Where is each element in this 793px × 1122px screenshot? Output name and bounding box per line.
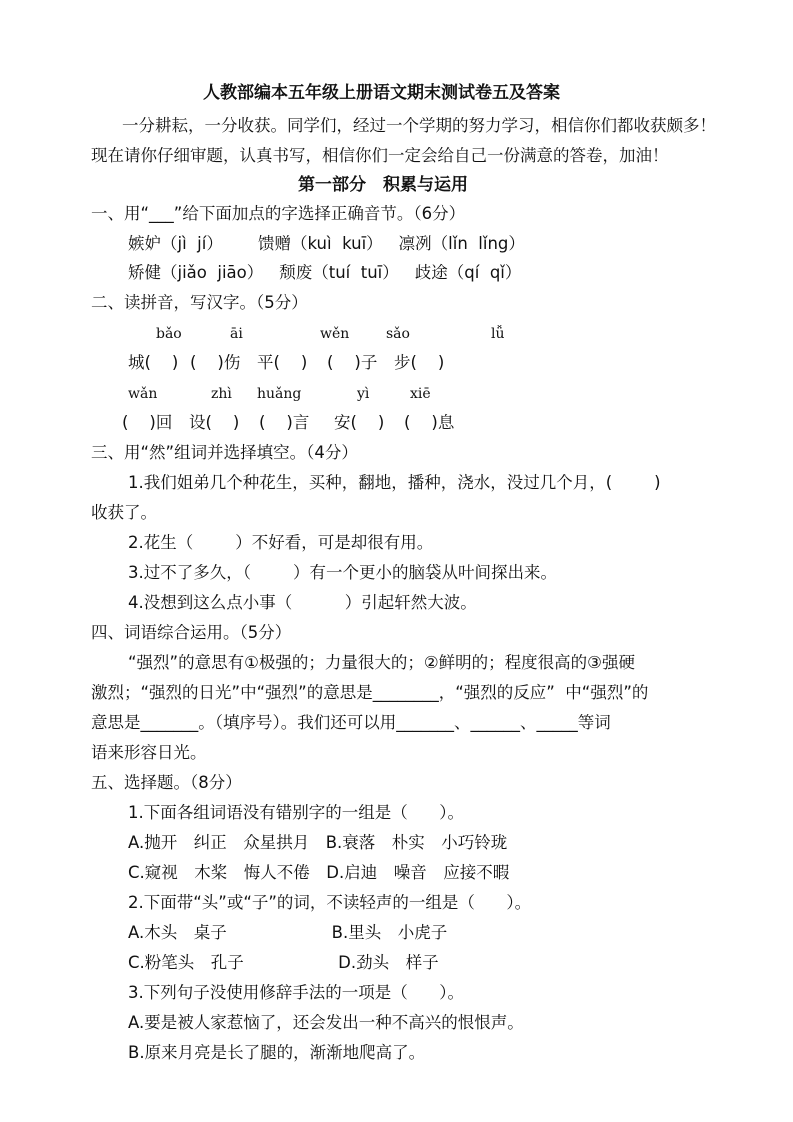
pinyin: wěn: [320, 326, 350, 342]
section-heading: 四、词语综合运用。（5分）: [91, 623, 292, 642]
char-blank: ( )伤: [190, 353, 241, 372]
word-choice: 嫉妒（jì jí）: [128, 234, 223, 253]
question-line: 收获了。: [91, 503, 157, 522]
question-line: 2.花生（ ）不好看，可是却很有用。: [128, 533, 434, 552]
char-blank: 平( ): [257, 353, 308, 372]
word-choice: 馈赠（kuì kuī）: [258, 234, 383, 253]
section-heading: 二、读拼音，写汉字。（5分）: [91, 293, 308, 312]
word-choice: 颓废（tuí tuī）: [279, 263, 399, 282]
word-choice: 矫健（jiǎo jiāo）: [128, 263, 264, 282]
part-heading: 第一部分 积累与运用: [298, 175, 468, 195]
pinyin: wǎn: [128, 386, 158, 402]
char-blank: 设( ): [189, 413, 240, 432]
pinyin: bǎo: [156, 326, 182, 342]
intro-line: 一分耕耘，一分收获。同学们，经过一个学期的努力学习，相信你们都收获颇多！: [122, 116, 716, 135]
char-blank: 城( ): [128, 353, 179, 372]
word-choice: 凛冽（lǐn lǐng）: [398, 234, 525, 253]
question-line: 2.下面带“头”或“子”的词，不读轻声的一组是（ ）。: [128, 893, 532, 912]
section-heading: 一、用“___”给下面加点的字选择正确音节。（6分）: [91, 204, 466, 223]
char-blank: ( )回: [122, 413, 173, 432]
choice-row: [128, 263, 537, 283]
pinyin: huǎng: [257, 386, 302, 402]
option-line: A.抛开 纠正 众星拱月 B.衰落 朴实 小巧铃珑: [128, 833, 508, 852]
section-heading: 三、用“然”组词并选择填空。（4分）: [91, 443, 358, 462]
question-line: 3.过不了多久，（ ）有一个更小的脑袋从叶间探出来。: [128, 563, 557, 582]
question-line: 1.我们姐弟几个种花生，买种，翻地，播种，浇水，没过几个月，( ): [128, 473, 661, 492]
choice-row: [128, 234, 541, 254]
paragraph-line: 激烈；“强烈的日光”中“强烈”的意思是________，“强烈的反应” 中“强烈”的: [91, 683, 649, 702]
char-blank: 步( ): [394, 353, 445, 372]
pinyin-row: [156, 324, 505, 344]
option-line: A.木头 桌子 B.里头 小虎子: [128, 923, 448, 942]
option-line: C.粉笔头 孔子 D.劲头 样子: [128, 953, 439, 972]
pinyin: āi: [230, 326, 243, 342]
char-row: [128, 353, 444, 373]
paragraph-line: 意思是_______。（填序号）。我们还可以用_______、______、_____等词: [91, 713, 611, 732]
char-blank: ( )子: [327, 353, 378, 372]
char-row: [122, 413, 454, 433]
question-line: 1.下面各组词语没有错别字的一组是（ ）。: [128, 803, 464, 822]
paragraph-line: 语来形容日光。: [91, 743, 207, 762]
paragraph-line: “强烈”的意思有①极强的；力量很大的；②鲜明的；程度很高的③强硬: [128, 653, 635, 672]
pinyin: lǚ: [491, 326, 505, 342]
char-blank: ( )息: [404, 413, 455, 432]
char-blank: ( )言: [259, 413, 310, 432]
pinyin: sǎo: [386, 326, 410, 342]
option-line: C.窥视 木桨 悔人不倦 D.启迪 噪音 应接不暇: [128, 863, 510, 882]
doc-title: 人教部编本五年级上册语文期末测试卷五及答案: [203, 83, 560, 103]
question-line: 4.没想到这么点小事（ ）引起轩然大波。: [128, 593, 477, 612]
pinyin-row: [128, 384, 431, 404]
intro-line: 现在请你仔细审题，认真书写，相信你们一定会给自己一份满意的答卷，加油！: [91, 146, 669, 165]
char-blank: 安( ): [334, 413, 385, 432]
section-heading: 五、选择题。（8分）: [91, 773, 242, 792]
option-line: A.要是被人家惹恼了，还会发出一种不高兴的恨恨声。: [128, 1013, 524, 1032]
pinyin: zhì: [211, 386, 232, 402]
question-line: 3.下列句子没使用修辞手法的一项是（ ）。: [128, 983, 464, 1002]
word-choice: 歧途（qí qǐ）: [414, 263, 522, 282]
pinyin: xiē: [410, 386, 431, 402]
pinyin: yì: [357, 386, 370, 402]
option-line: B.原来月亮是长了腿的，渐渐地爬高了。: [128, 1043, 426, 1062]
